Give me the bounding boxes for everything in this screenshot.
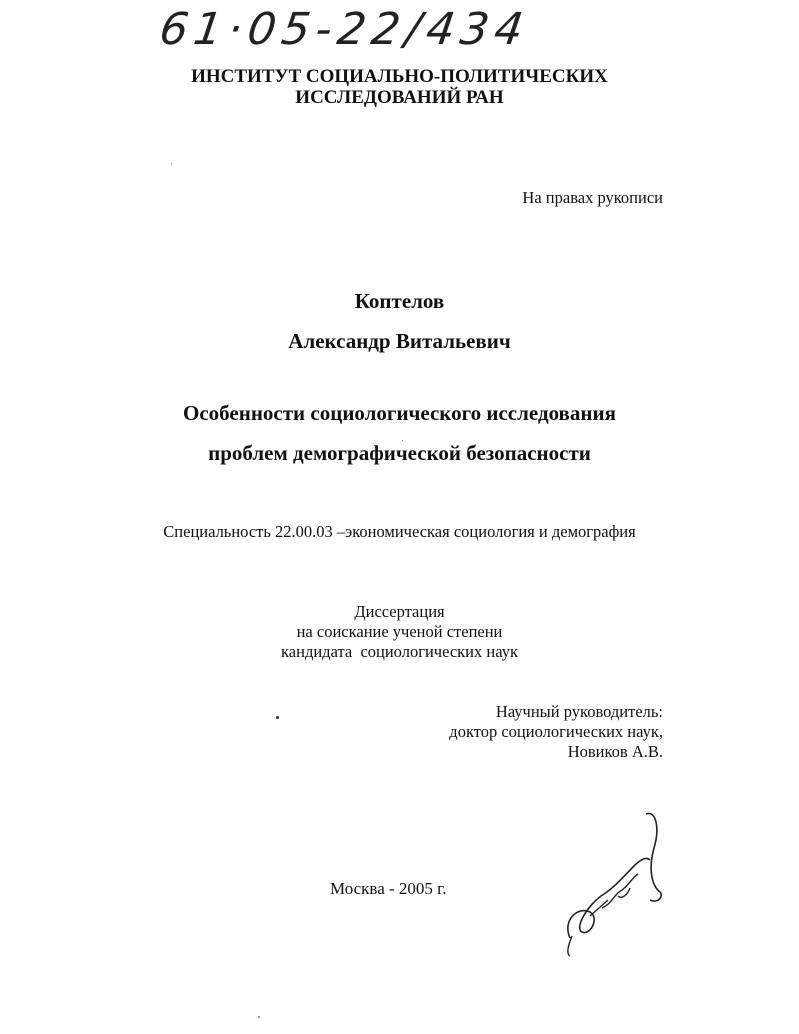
advisor-label: Научный руководитель: [495,702,663,721]
manuscript-note: На правах рукописи [522,188,663,207]
institute-name [0,66,799,108]
title-line-1: Особенности социологического исследования [183,401,616,425]
author-signature [560,808,680,958]
dissertation-line-3: кандидата социологических наук [281,642,518,661]
scan-speck [258,1016,260,1018]
title-line-2: проблем демографической безопасности [208,441,591,465]
scan-speck [402,440,403,441]
scan-speck [171,163,172,164]
archive-number-handwritten: 61·05-22/434 [156,4,533,55]
author-name: Александр Витальевич [288,329,511,353]
author-surname: Коптелов [354,289,445,313]
dissertation-line-2: на соискание ученой степени [296,622,503,641]
dissertation-block [0,602,799,662]
scan-speck [276,716,279,719]
specialty: Специальность 22.00.03 –экономическая социология и демография [163,522,636,541]
institute-line-1: ИНСТИТУТ СОЦИАЛЬНО-ПОЛИТИЧЕСКИХ [191,66,608,87]
place-year: Москва - 2005 г. [330,879,447,898]
institute-line-2: ИССЛЕДОВАНИЙ РАН [295,87,504,108]
advisor-block [449,702,663,762]
advisor-name: Новиков А.В. [567,742,663,761]
dissertation-line-1: Диссертация [354,602,445,621]
advisor-degree: доктор социологических наук, [449,722,663,741]
